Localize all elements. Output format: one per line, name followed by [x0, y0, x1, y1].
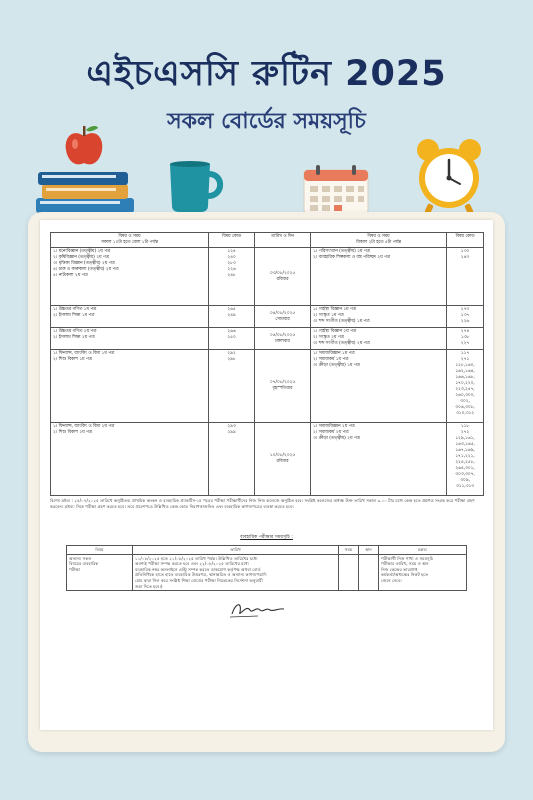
practical-table	[66, 545, 467, 591]
afternoon-codes: ১১৮ ২৭২ ১২৯,১৬১, ১৬৩,১৬৫, ১৬৭,১৬৯, ১৭১,২২১, ২২৪,২৫৮, ২৬৪,৩০১, ৩০৩,৩০৭, ৩০৯, ৩১১,৩১৩	[447, 423, 484, 496]
practical-center	[359, 554, 379, 591]
practical-header-time: সময়	[339, 546, 359, 555]
morning-subjects: ১। ফিন্যান্স, ব্যাংকিং ও বিমা ১ম পত্র ২। শিশু বিকাশ ১ম পত্র	[51, 350, 209, 423]
practical-remarks: পরীক্ষার্থী নিজ শাখা ও সময়সূচি পরীক্ষার তারিখ, সময় ও স্থান নিজ কেন্দ্রের ভারপ্রাপ্ত কর্মকর্তা/অধ্যক্ষের নিকট হতে জেনে নেবে।	[379, 554, 467, 591]
exam-date: ১০/০৮/২০২৫ রবিবার	[255, 423, 311, 496]
alarm-clock-icon	[412, 134, 486, 216]
exam-date: ০৭/০৮/২০২৫ বৃহস্পতিবার	[255, 350, 311, 423]
special-note: বিশেষ দ্রষ্টব্য : ২৪/০৭/২০২৫ তারিখে অনুষ্ঠিতব্য প্রাথমিক অংকন ও ব্যবহারিক প্র্যাকটিস-১ম পত্রের পরীক্ষা পরীক্ষার্থীদের নিজ নিজ কলেজে অনুষ্ঠিত হবে। সংশ্লিষ্ট কলেজের অধ্যক্ষ উক্ত তারিখ সকাল ৯.০০ টার মধ্যে কেন্দ্র হতে প্রশ্নপত্র সংগ্রহ করে পরীক্ষা গ্রহণ করবেন। দ্রষ্টব্য: নিম্নে পরীক্ষা গ্রহণ করতে হবে। তবে প্রবেশপত্রে উল্লিখিত কেন্দ্র কোড নিরাপত্তাজনিত এবং ব্যবহারিক কাগজপত্রের ব্যবস্থা করতে হবে।	[50, 498, 475, 509]
practical-date: ১১/০৮/২০২৫ হতে ২১/০৮/২০২৫ তারিখ পর্যন্ত। উল্লিখিত তারিখের মধ্যে অবশ্যই পরীক্ষা সম্পন্ন করতে হবে এবং ২২/০৮/২০২৫ তারিখের মধ্যে ব্যবহারিক নম্বর অনলাইনে এন্ট্রি সম্পন্ন করতে ডাকযোগ কর্তৃপক্ষ অথবা বোর্ড প্রতিনিধিকে হাতে হাতে ব্যবহারিক উত্তরপত্র, স্থানান্তরিত ও অন্যান্য কাগজপত্রাদি মোম দ্বারা সিল করে সংশ্লিষ্ট শিক্ষা বোর্ডের পরীক্ষা নিয়ন্ত্রকের নির্দেশনা অনুযায়ী জমা দিতে হবে।)	[133, 554, 339, 591]
morning-subjects: ১। মনোবিজ্ঞান (তত্ত্বীয়) ২য় পত্র ২। কৃষিবিজ্ঞান (তত্ত্বীয়) ২য় পত্র ৩। মৃত্তিকা বিজ্ঞান (তত্ত্বীয়) ২য় পত্র ৪। চারু ও কারুকলা (তত্ত্বীয়) ২য় পত্র ৫। নাট্যকলা ২য় পত্র	[51, 248, 209, 306]
books-icon	[30, 160, 140, 216]
header-morning: বিষয় ও সময় সকাল ১০টা হতে বেলা ১টা পর্যন্ত	[51, 233, 209, 248]
mug-icon	[166, 158, 232, 214]
signature	[228, 598, 290, 620]
table-row	[51, 248, 484, 306]
table-row	[51, 328, 484, 350]
afternoon-codes: ১৩০ ২৪৩	[447, 248, 484, 306]
afternoon-subjects: ১। গার্হস্থ্য বিজ্ঞান ২য় পত্র ২। সংস্কৃত ২য় পত্র ৩। শব্দ সংগীত (তত্ত্বীয়) ২য় পত্র	[311, 328, 447, 350]
afternoon-subjects: ১। গার্হস্থ্য বিজ্ঞান ১ম পত্র ২। সংস্কৃত ১ম পত্র ৩। শব্দ সংগীত (তত্ত্বীয়) ১ম পত্র	[311, 306, 447, 328]
morning-codes: ২৬৫ ২৪৯	[209, 306, 255, 328]
practical-time	[339, 554, 359, 591]
table-row	[51, 350, 484, 423]
practical-row	[67, 554, 467, 591]
afternoon-subjects: ১। সমাজবিজ্ঞান ১ম পত্র ২। সমাজকর্ম ১ম পত্র ৩। ক্রীড়া (তত্ত্বীয়) ১ম পত্র	[311, 350, 447, 423]
header-date: তারিখ ও দিন	[255, 233, 311, 248]
practical-title: ব্যবহারিক পরীক্ষার সময়সূচি :	[240, 535, 293, 540]
exam-date: ০৪/০৮/২০২৫ সোমবার	[255, 306, 311, 328]
practical-header-remarks: মন্তব্য	[379, 546, 467, 555]
afternoon-codes: ২৭৩ ১৩৭ ২২৬	[447, 306, 484, 328]
header-code: বিষয় কোড	[209, 233, 255, 248]
morning-codes: ২৯২ ২৯৮	[209, 350, 255, 423]
afternoon-subjects: ১। সমাজবিজ্ঞান ২য় পত্র ২। সমাজকর্ম ২য় পত্র ৩। ক্রীড়া (তত্ত্বীয়) ২য় পত্র	[311, 423, 447, 496]
routine-table	[50, 232, 484, 496]
morning-codes: ১২৪ ২৪০ ২৮৩ ২২৬ ২৪৮	[209, 248, 255, 306]
morning-subjects: ১। উচ্চতর গণিত ২য় পত্র ২। ইসলাম শিক্ষা ২য় পত্র	[51, 328, 209, 350]
routine-document	[40, 220, 493, 730]
practical-header-center: স্থান	[359, 546, 379, 555]
morning-codes: ২৬৬ ২৫০	[209, 328, 255, 350]
afternoon-codes: ২৭৪ ১৩৮ ২২৭	[447, 328, 484, 350]
routine-header-row	[51, 233, 484, 248]
afternoon-subjects: ১। পরিসংখ্যান (তত্ত্বীয়) ২য় পত্র ২। ব্যবহারিক শিল্পকলা ও বস্ত্র পরিচ্ছদ ২য় পত্র	[311, 248, 447, 306]
exam-date: ০৩/০৮/২০২৫ রবিবার	[255, 248, 311, 306]
practical-header-subject: বিষয়	[67, 546, 133, 555]
morning-codes: ২৯৩ ২৯৯	[209, 423, 255, 496]
practical-subject: অন্যান্য সকল বিষয়ের ব্যবহারিক পরীক্ষা	[67, 554, 133, 591]
practical-header-row	[67, 546, 467, 555]
table-row	[51, 423, 484, 496]
morning-subjects: ১। উচ্চতর গণিত ১ম পত্র ২। ইসলাম শিক্ষা ১ম পত্র	[51, 306, 209, 328]
morning-subjects: ১। ফিন্যান্স, ব্যাংকিং ও বিমা ২য় পত্র ২। শিশু বিকাশ ২য় পত্র	[51, 423, 209, 496]
calendar-icon	[302, 164, 370, 216]
page-title: এইচএসসি রুটিন 2025	[86, 54, 447, 94]
header-afternoon: বিষয় ও সময় বিকাল ২টা হতে ৫টা পর্যন্ত	[311, 233, 447, 248]
table-row	[51, 306, 484, 328]
header-code-2: বিষয় কোড	[447, 233, 484, 248]
practical-header-date: তারিখ	[133, 546, 339, 555]
page-subtitle: সকল বোর্ডের সময়সূচি	[167, 109, 366, 134]
afternoon-codes: ১১৭ ২৭১ ১২৮,১৬০, ১৬২,১৬৪, ১৬৬,১৬৮, ১৭০,২২০, ২২৩,২৫৭, ২৬০,৩০০, ৩০২, ৩০৬,৩০৮, ৩১০,৩১২	[447, 350, 484, 423]
apple-icon	[62, 122, 106, 168]
exam-date: ০৫/০৮/২০২৫ মঙ্গলবার	[255, 328, 311, 350]
